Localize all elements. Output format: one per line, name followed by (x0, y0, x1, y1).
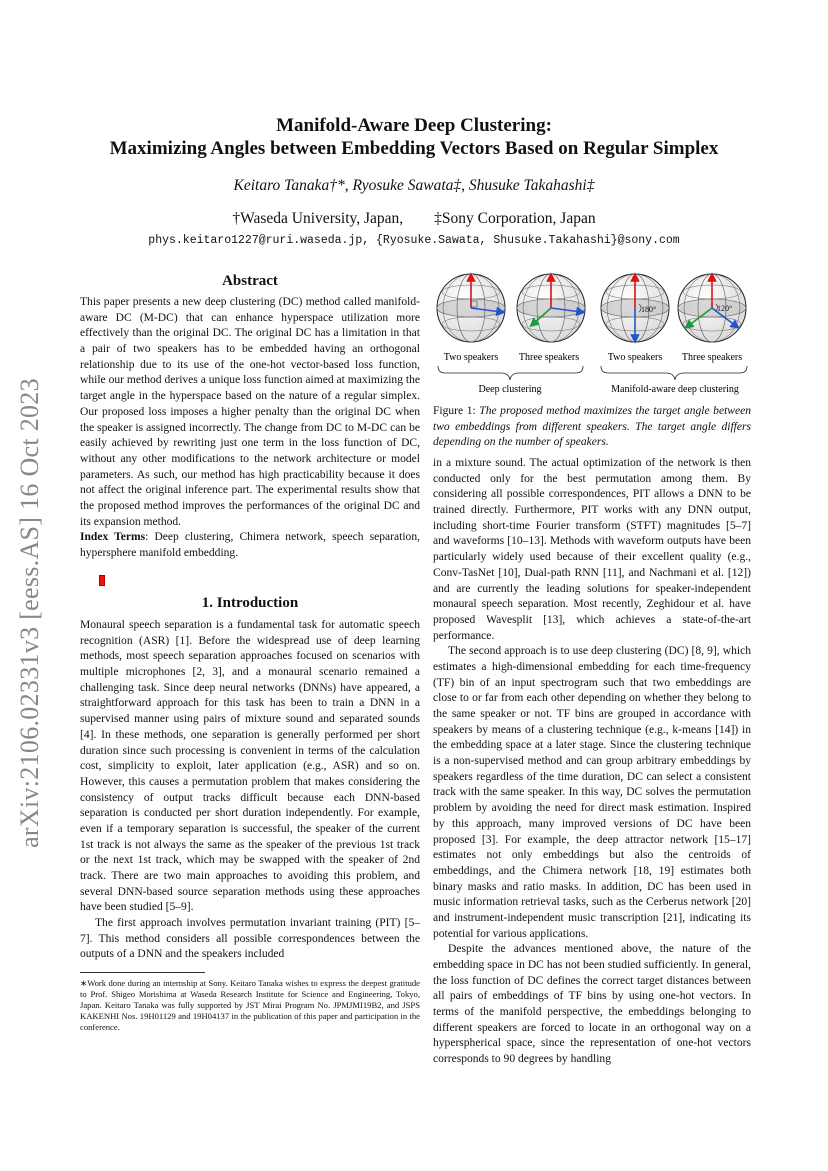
right-column-body (433, 456, 751, 1068)
figure-caption-text: The proposed method maximizes the target angle between two embeddings from different speakers. The target angle differs depending on the number of speakers. (433, 405, 752, 449)
brace-deep-clustering (438, 366, 583, 380)
right-paragraph-3: Despite the advances mentioned above, the nature of the embedding space in DC has not been studied sufficiently. In general, the loss function of DC defines the correct target distances between all pairs of embeddings of TF bins by using one-hot vectors. In terms of the manifold perspective, the embeddings belonging to different speakers are forced to locate in an orthogonal way on a hyperspherical space, since the representation of one-hot vectors corresponds to 90 degrees by handling (433, 943, 751, 1066)
figure-caption-prefix: Figure 1: (433, 405, 480, 417)
sphere-mdc-three-speakers (678, 274, 746, 342)
index-terms-text: : Deep clustering, Chimera network, speech separation, hypersphere manifold embedding. (80, 531, 420, 559)
affiliations: †Waseda University, Japan, ‡Sony Corporation, Japan (232, 210, 596, 227)
brace-manifold-aware (601, 366, 747, 380)
label-mdc-three-speakers: Three speakers (681, 352, 743, 363)
label-dc-two-speakers: Two speakers (443, 352, 499, 363)
abstract-body (80, 295, 420, 562)
footnote-rule (80, 972, 205, 973)
sphere-mdc-two-speakers (601, 274, 669, 342)
right-paragraph-2: The second approach is to use deep clustering (DC) [8, 9], which estimates a high-dimensional embedding for each time-frequency (TF) bin of an input spectrogram such that two embeddings are close to or far from each other depending on whether they belong to the same speaker or not. TF bins are grouped in accordance with speakers by means of a clustering technique (e.g., k-means [14]) in the embedding space at a later stage. Since the clustering technique is a non-supervised method and can group arbitrary embeddings by speakers regardless of the time duration, DC can select a consistent track with the same speaker. In this way, DC solves the permutation problem by avoiding the need for direct mask estimation. Inspired by this approach, many improved versions of DC have been proposed [3]. For example, the deep attractor network [15–17] estimates not only embeddings but also the centroids of embeddings, and the Chimera network [18, 19] estimates both binary masks and ratio masks. In addition, DC has been used in music information retrieval tasks, such as the Cerberus network [20] and instrument-independent music transcription [21], indicating its potential for various applications. (433, 645, 751, 940)
arxiv-identifier: arXiv:2106.02331v3 [eess.AS] 16 Oct 2023 (15, 378, 44, 848)
abstract-text: This paper presents a new deep clustering (DC) method called manifold-aware DC (M-DC) that can enhance hyperspace utilization more effectively than the original DC. The original DC has a limitation in that a pair of two speakers has to be embedded having an orthogonal relationship due to its use of the one-hot vector-based loss function, while our method derives a unique loss function aimed at maximizing the target angle in the hyperspace based on the nature of a regular simplex. Our proposed loss imposes a higher penalty than the original DC when the speaker is assigned incorrectly. The change from DC to M-DC can be easily achieved by rewriting just one term in the loss function of DC, without any other modifications to the network architecture or model parameters. As such, our method has high practicability because it does not affect the original inference part. The experimental results show that the proposed method improves the performances of the original DC and its expansion method. (80, 296, 420, 528)
emails: phys.keitaro1227@ruri.waseda.jp, {Ryosuke.Sawata, Shusuke.Takahashi}@sony.com (148, 234, 680, 247)
abstract-heading: Abstract (222, 273, 278, 289)
label-mdc-two-speakers: Two speakers (607, 352, 663, 363)
sphere-dc-three-speakers (517, 274, 585, 342)
intro-paragraph-1: Monaural speech separation is a fundamental task for automatic speech recognition (ASR) [1]. Before the widespread use of deep learning methods, most speech separation approaches focused on scenarios with multiple microphones [2, 3], and a monaural scenario remained a challenging task. Since deep neural networks (DNNs) have appeared, a straightforward approach for this task has been to train a DNN in a supervised manner using pairs of mixture sound and separated sounds [4]. In these methods, one separation is generally performed per short duration since such processing is convenient in terms of the calculation cost, simplicity to exploit, later application (e.g., ASR) and so on. However, this causes a permutation problem that makes considering the consistency of output tracks difficult because each DNN-based separation is conducted per short duration independently. For example, even if a temporary separation is successful, the speaker of the current 1st track is not always the same as the speaker of the previous 1st track or the next 1st track, which may be swapped with the speaker of 2nd track. There are two main approaches to avoiding this problem, and several DNN-based source separation methods using these approaches have been studied [5–9]. (80, 619, 420, 914)
angle-label-120: 120° (717, 304, 733, 313)
paper-title-line2: Maximizing Angles between Embedding Vectors Based on Regular Simplex (109, 138, 719, 159)
group-label-deep-clustering: Deep clustering (478, 384, 542, 395)
red-marker-icon (99, 575, 105, 586)
index-terms-label: Index Terms (80, 531, 146, 544)
index-terms (80, 530, 420, 561)
figure-1-caption (433, 404, 751, 451)
sphere-dc-two-speakers (437, 274, 505, 342)
figure-1-diagram (433, 268, 753, 402)
section-heading-introduction: 1. Introduction (201, 595, 299, 611)
right-paragraph-1: in a mixture sound. The actual optimization of the network is then conducted only for the best permutation among them. By considering all possible correspondences, PIT allows a DNN to be trained directly. Furthermore, PIT works with any DNN output, including short-time Fourier transform (STFT) magnitudes [5–7] and waveforms [10–13]. Methods with waveform outputs have been particularly widely used because of their excellent quality (e.g., Conv-TasNet [10], Dual-path RNN [11], and Nachmani et al. [12]) and are currently the leading solutions for speaker-independent monaural speech separation. Most recently, Zeghidour et al. have proposed Wavesplit [13], which achieves a state-of-the-art performance. (433, 457, 751, 642)
authors: Keitaro Tanaka†*, Ryosuke Sawata‡, Shusuke Takahashi‡ (233, 177, 595, 194)
introduction-body (80, 618, 420, 963)
footnote: ∗Work done during an internship at Sony. Keitaro Tanaka wishes to express the deepest gratitude to Prof. Shigeo Morishima at Waseda Research Institute for Science and Engineering, Tokyo, Japan. Keitaro Tanaka was fully supported by JST Mirai Program No. JPMJMI19B2, and JSPS KAKENHI Nos. 19H01129 and 19H04137 in the publication of this paper and participation in the conference. (80, 978, 420, 1032)
angle-label-180: 180° (641, 305, 657, 314)
intro-paragraph-2: The first approach involves permutation invariant training (PIT) [5–7]. This method considers all possible correspondences between the outputs of a DNN and the speakers included (80, 917, 420, 961)
figure-1 (433, 268, 753, 402)
group-label-manifold-aware: Manifold-aware deep clustering (611, 384, 739, 395)
paper-title-line1: Manifold-Aware Deep Clustering: (276, 115, 552, 136)
label-dc-three-speakers: Three speakers (518, 352, 580, 363)
